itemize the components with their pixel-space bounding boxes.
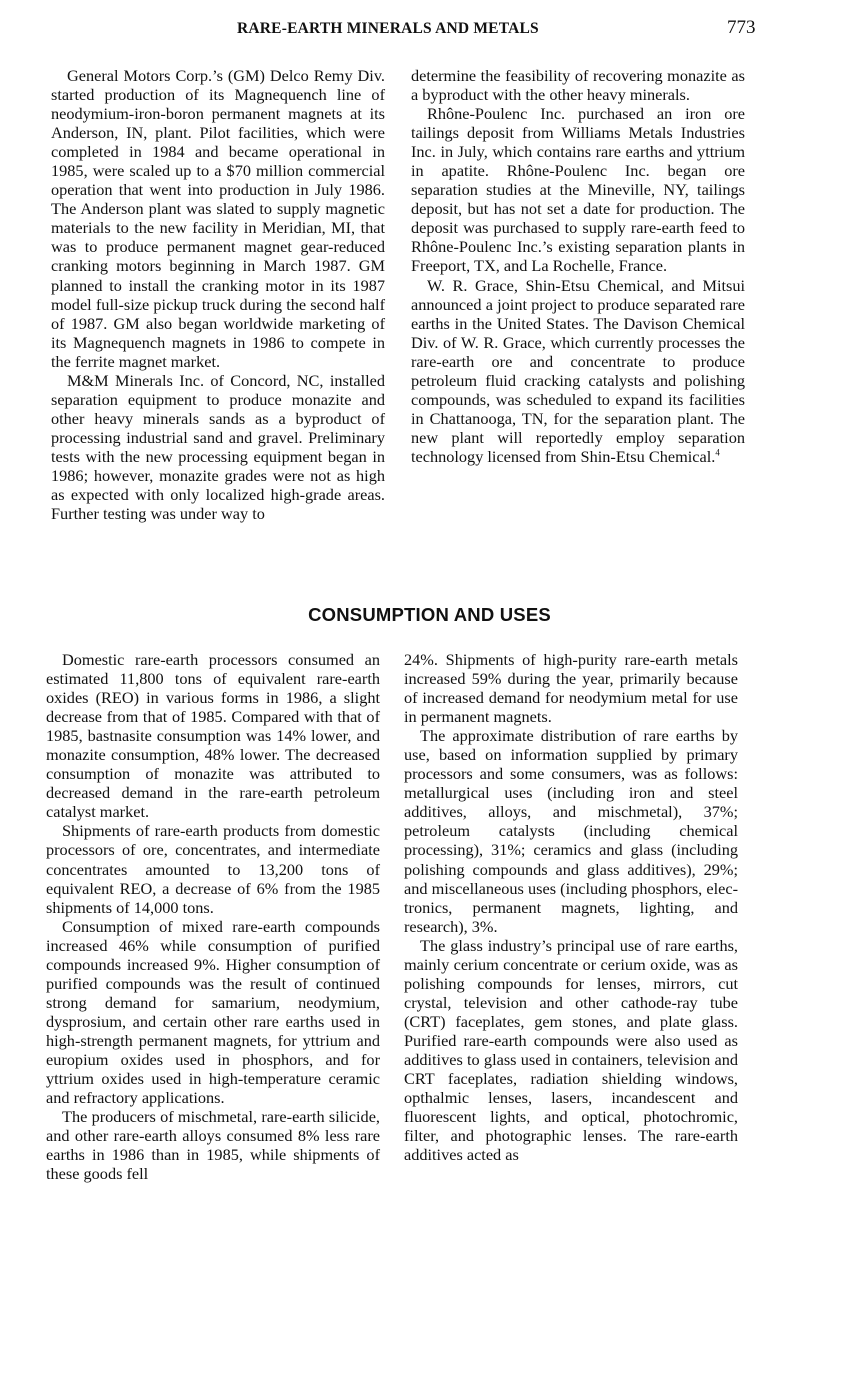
paragraph-wr-grace [411, 276, 745, 466]
paragraph-wr-grace-text: W. R. Grace, Shin-Etsu Chemical, and Mitsui announced a joint project to produce separated rare earths in the United States. The Davison Chemical Div. of W. R. Grace, which currently processes the rare-earth ore and concentrate to produce petroleum fluid cracking catalysts and polishing compounds, was scheduled to expand its facilities in Chattanooga, TN, for the separation plant. The new plant will reportedly employ separation technology licensed from Shin-Etsu Chemical. [411, 275, 745, 466]
bottom-left-column [46, 650, 380, 1183]
paragraph-mixed-compounds: Consumption of mixed rare-earth compounds increased 46% while consumption of purified compounds increased 9%. Higher consumption of purified compounds was the result of continued strong demand for samarium, neodymium, dysprosium, and certain other rare earths used in high-strength permanent magnets, for yttrium and europium oxides used in phosphors, and for yttrium oxides used in high-temperature ceramic and refractory applications. [46, 916, 380, 1108]
top-right-column [411, 66, 745, 466]
bottom-right-column [404, 650, 738, 1164]
running-header [0, 17, 859, 42]
running-title: RARE-EARTH MINERALS AND METALS [237, 20, 539, 37]
page-number: 773 [727, 17, 756, 38]
paragraph-glass-industry: The glass industry’s principal use of rare earths, mainly cerium concentrate or cerium oxide, was as polishing compounds for lenses, mirrors, cut crystal, television and other cathode-ray tube (CRT) faceplates, gem stones, and plate glass. Purified rare-earth compounds were also used as additives to glass used in containers, television and CRT faceplates, radiation shielding windows, opthalmic lenses, lasers, incandescent and fluorescent lights, and optical, photochromic, filter, and photographic lenses. The rare-earth additives acted as [404, 935, 738, 1165]
paragraph-monazite-continued: determine the feasibility of recovering monazite as a byproduct with the other heavy minerals. [411, 66, 745, 105]
paragraph-domestic-consumption: Domestic rare-earth processors consumed an estimated 11,800 tons of equivalent rare-earth oxides (REO) in various forms in 1986, a slight decrease from that of 1985. Compared with that of 1985, bastnasite consumption was 14% lower, and monazite consumption, 48% lower. The decreased consumption of monazite was attributed to decreased demand in the rare-earth petroleum catalyst market. [46, 650, 380, 822]
paragraph-shipments: Shipments of rare-earth products from domestic processors of ore, concentrates, and intermediate concentrates amounted to 13,200 tons of equivalent REO, a decrease of 6% from the 1985 shipments of 14,000 tons. [46, 821, 380, 917]
paragraph-high-purity-metals: 24%. Shipments of high-purity rare-earth metals increased 59% during the year, primarily because of increased demand for neodymium metal for use in permanent magnets. [404, 650, 738, 727]
paragraph-rhone-poulenc: Rhône-Poulenc Inc. purchased an iron ore tailings deposit from Williams Metals Industries Inc. in July, which contains rare earths and yttrium in apatite. Rhône-Poulenc Inc. began ore separation studies at the Mineville, NY, tailings deposit, but has not set a date for production. The deposit was purchased to supply rare-earth feed to Rhône-Poulenc Inc.’s existing separation plants in Freeport, TX, and La Rochelle, France. [411, 104, 745, 276]
paragraph-distribution-by-use: The approximate distribution of rare earths by use, based on information supplied by primary processors and some consumers, was as follows: metallurgical uses (including iron and steel additives, alloys, and mischmetal), 37%; petroleum catalysts (including chemical processing), 31%; ceramics and glass (including polishing compounds and glass additives), 29%; and miscellaneous uses (including phosphors, electronics, permanent magnets, lighting, and research), 3%. [404, 726, 738, 936]
paragraph-mischmetal: The producers of mischmetal, rare-earth silicide, and other rare-earth alloys consumed 8% less rare earths in 1986 than in 1985, while shipments of these goods fell [46, 1107, 380, 1184]
top-left-column [51, 66, 385, 523]
paragraph-mm-minerals: M&M Minerals Inc. of Concord, NC, installed separation equipment to produce monazite and other heavy minerals sands as a byproduct of processing industrial sand and gravel. Preliminary tests with the new processing equipment began in 1986; however, monazite grades were not as high as expected with only localized high-grade areas. Further testing was under way to [51, 370, 385, 524]
paragraph-gm-delco-remy: General Motors Corp.’s (GM) Delco Remy Div. started production of its Magnequench line of neodymium-iron-boron permanent magnets at its Anderson, IN, plant. Pilot facilities, which were completed in 1984 and became operational in 1985, were scaled up to a $70 million commercial operation that went into production in July 1986. The Anderson plant was slated to supply magnetic materials to the new facility in Meridian, MI, that was to produce permanent magnet gear-reduced cranking motors beginning in March 1987. GM planned to install the cranking motor in its 1987 model full-size pickup truck during the second half of 1987. GM also began worldwide marketing of its Magnequench magnets in 1986 to compete in the ferrite magnet market. [51, 66, 385, 371]
footnote-reference: 4 [715, 447, 720, 458]
section-heading: CONSUMPTION AND USES [308, 604, 551, 625]
